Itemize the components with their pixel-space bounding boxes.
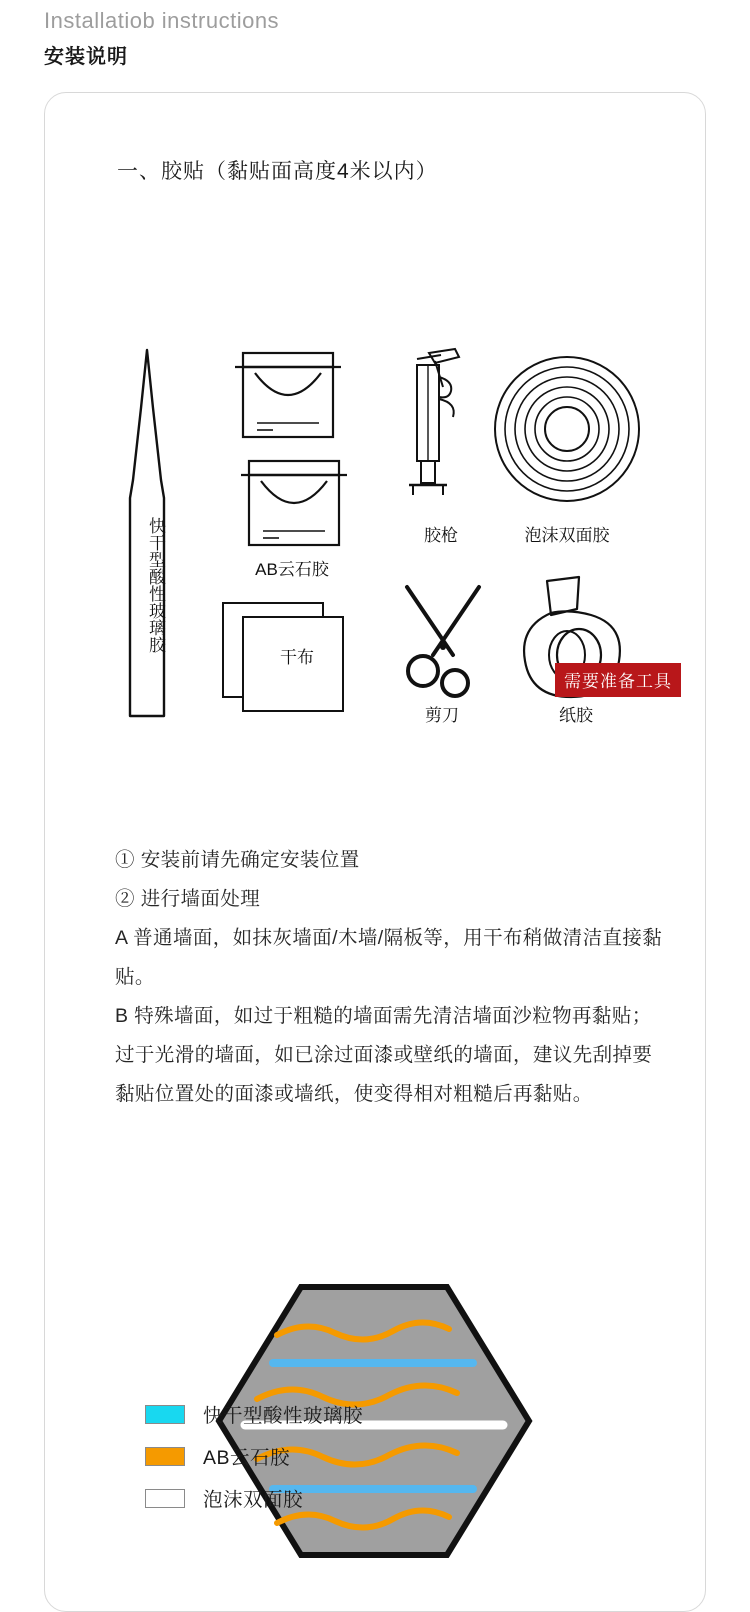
legend-label-foam-tape: 泡沫双面胶 [203, 1489, 304, 1511]
ab-glue-bucket-icon-2 [241, 459, 347, 547]
tool-label-foam-tape: 泡沫双面胶 [524, 526, 610, 545]
ab-glue-bucket-icon-1 [235, 351, 341, 439]
page-title-chinese: 安装说明 [44, 46, 128, 68]
steps-list [115, 841, 663, 1114]
legend-swatch-foam-tape [145, 1489, 185, 1508]
foam-tape-spiral-icon [493, 355, 641, 503]
legend-swatch-ab-glue [145, 1447, 185, 1466]
tool-label-glue-gun: 胶枪 [424, 526, 458, 545]
legend-swatch-silicone [145, 1405, 185, 1424]
legend-item [145, 1477, 645, 1519]
tool-label-ab-stone-glue: AB云石胶 [255, 560, 329, 579]
tool-label-dry-cloth: 干布 [280, 648, 314, 667]
tool-label-scissors: 剪刀 [425, 706, 459, 725]
tool-label-fast-dry-acid-silicone: 快干型酸性玻璃胶 [146, 517, 165, 653]
tool-label-paper-tape: 纸胶 [559, 706, 593, 725]
legend-item [145, 1393, 645, 1435]
step-item-a: A 普通墙面，如抹灰墙面/木墙/隔板等，用干布稍做清洁直接黏贴。 [115, 927, 663, 988]
glue-gun-icon [395, 347, 485, 507]
section-title: 一、胶贴（黏贴面高度4米以内） [117, 160, 438, 183]
legend-label-ab-glue: AB云石胶 [203, 1447, 291, 1469]
step-item-b: B 特殊墙面，如过于粗糙的墙面需先清洁墙面沙粒物再黏贴；过于光滑的墙面，如已涂过面漆或壁纸的墙面，建议先刮掉要黏贴位置处的面漆或墙纸，使变得相对粗糙后再黏贴。 [115, 1005, 653, 1105]
tools-required-badge: 需要准备工具 [555, 663, 681, 697]
legend-item [145, 1435, 645, 1477]
legend-label-silicone: 快干型酸性玻璃胶 [203, 1405, 364, 1427]
step-item-2: ② 进行墙面处理 [115, 888, 261, 910]
page-header [0, 0, 750, 74]
scissors-icon [393, 583, 493, 703]
legend [145, 1393, 645, 1519]
page-title-english: Installatiob instructions [44, 8, 280, 33]
instruction-card [44, 92, 706, 1612]
step-item-1: ① 安装前请先确定安装位置 [115, 849, 360, 871]
